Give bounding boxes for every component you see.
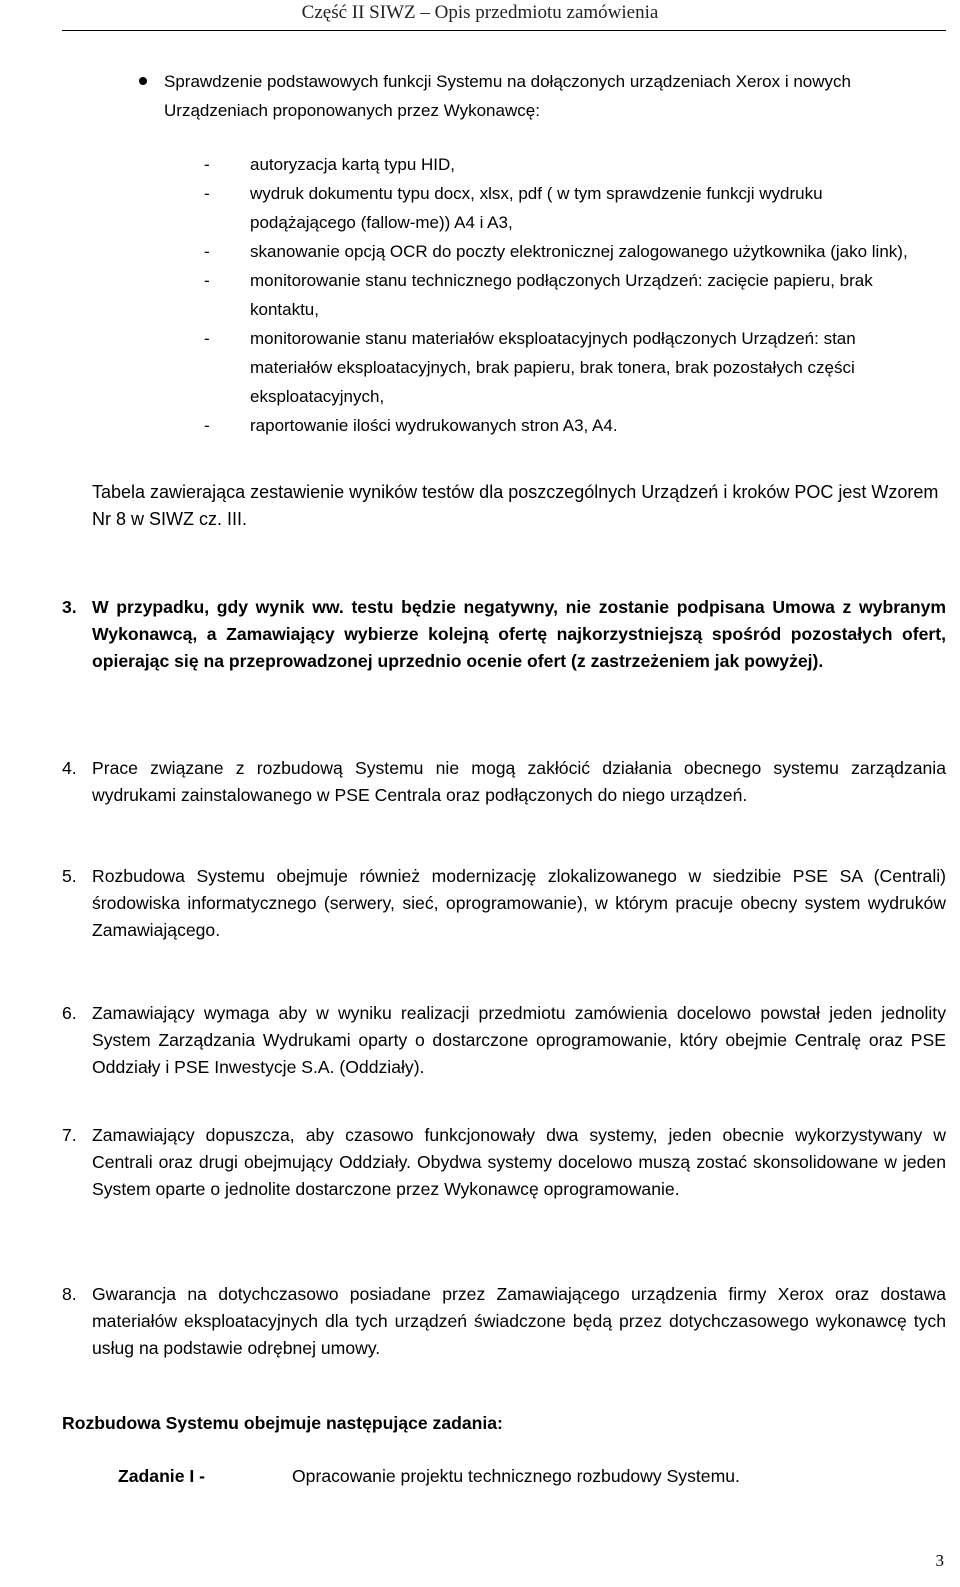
list-item [204,150,922,179]
point-text: Zamawiający wymaga aby w wyniku realizacji przedmiotu zamówienia docelowo powstał jeden jednolity System Zarządzania Wydrukami oparty o dostarczone oprogramowanie, który obejmie Centralę oraz PSE Oddziały i PSE Inwestycje S.A. (Oddziały). [92,1003,946,1077]
list-item-text: wydruk dokumentu typu docx, xlsx, pdf ( w tym sprawdzenie funkcji wydruku podążającego (fallow-me)) A4 i A3, [250,184,823,232]
bullet-icon [139,77,147,85]
list-item [204,237,922,266]
list-item [204,266,922,324]
point-number: 6. [62,1003,77,1023]
page-number: 3 [935,1551,944,1570]
list-item [204,324,922,411]
list-item-text: skanowanie opcją OCR do poczty elektronicznej zalogowanego użytkownika (jako link), [250,242,908,261]
point-number: 5. [62,866,77,886]
dash-marker: - [204,271,210,290]
point-number: 8. [62,1284,77,1304]
dash-marker: - [204,416,210,435]
point-text: Prace związane z rozbudową Systemu nie mogą zakłócić działania obecnego systemu zarządzania wydrukami zainstalowanego w PSE Centrala oraz podłączonych do niego urządzeń. [92,758,946,805]
check-list [204,150,922,440]
list-item [204,411,922,440]
dash-marker: - [204,329,210,348]
tasks-heading: Rozbudowa Systemu obejmuje następujące zadania: [62,1413,503,1433]
point-text: Rozbudowa Systemu obejmuje również modernizację zlokalizowanego w siedzibie PSE SA (Centrali) środowiska informatycznego (serwery, sieć, oprogramowanie), w którym pracuje obecny system wydruków Zamawiającego. [92,866,946,940]
point-text: W przypadku, gdy wynik ww. testu będzie negatywny, nie zostanie podpisana Umowa z wybranym Wykonawcą, a Zamawiający wybierze kolejną ofertę najkorzystniejszą spośród pozostałych ofert, opierając się na przeprowadzonej uprzednio ocenie ofert (z zastrzeżeniem jak powyżej). [92,597,946,671]
task-text: Opracowanie projektu technicznego rozbudowy Systemu. [292,1466,740,1486]
page-header: Część II SIWZ – Opis przedmiotu zamówienia [301,2,659,23]
table-note: Tabela zawierająca zestawienie wyników testów dla poszczególnych Urządzeń i kroków POC jest Wzorem Nr 8 w SIWZ cz. III. [92,482,939,529]
header-divider [62,30,946,31]
list-item-text: monitorowanie stanu materiałów eksploatacyjnych podłączonych Urządzeń: stan materiałów eksploatacyjnych, brak papieru, brak tonera, brak pozostałych części eksploatacyjnych, [250,329,856,406]
dash-marker: - [204,242,210,261]
task-label: Zadanie I - [118,1466,206,1486]
point-number: 4. [62,758,77,778]
bullet-intro-text: Sprawdzenie podstawowych funkcji Systemu na dołączonych urządzeniach Xerox i nowych Urządzeniach proponowanych przez Wykonawcę: [164,72,851,120]
point-text: Gwarancja na dotychczasowo posiadane przez Zamawiającego urządzenia firmy Xerox oraz dostawa materiałów eksploatacyjnych dla tych urządzeń świadczone będą przez dotychczasowego wykonawcę tych usług na podstawie odrębnej umowy. [92,1284,946,1358]
list-item-text: raportowanie ilości wydrukowanych stron A3, A4. [250,416,618,435]
list-item-text: autoryzacja kartą typu HID, [250,155,456,174]
point-number: 7. [62,1125,77,1145]
dash-marker: - [204,184,210,203]
list-item [204,179,922,237]
list-item-text: monitorowanie stanu technicznego podłączonych Urządzeń: zacięcie papieru, brak kontaktu, [250,271,873,319]
point-number: 3. [62,597,77,617]
dash-marker: - [204,155,210,174]
point-text: Zamawiający dopuszcza, aby czasowo funkcjonowały dwa systemy, jeden obecnie wykorzystywany w Centrali oraz drugi obejmujący Oddziały. Obydwa systemy docelowo muszą zostać skonsolidowane w jeden System oparte o jednolite dostarczone przez Wykonawcę oprogramowanie. [92,1125,946,1199]
